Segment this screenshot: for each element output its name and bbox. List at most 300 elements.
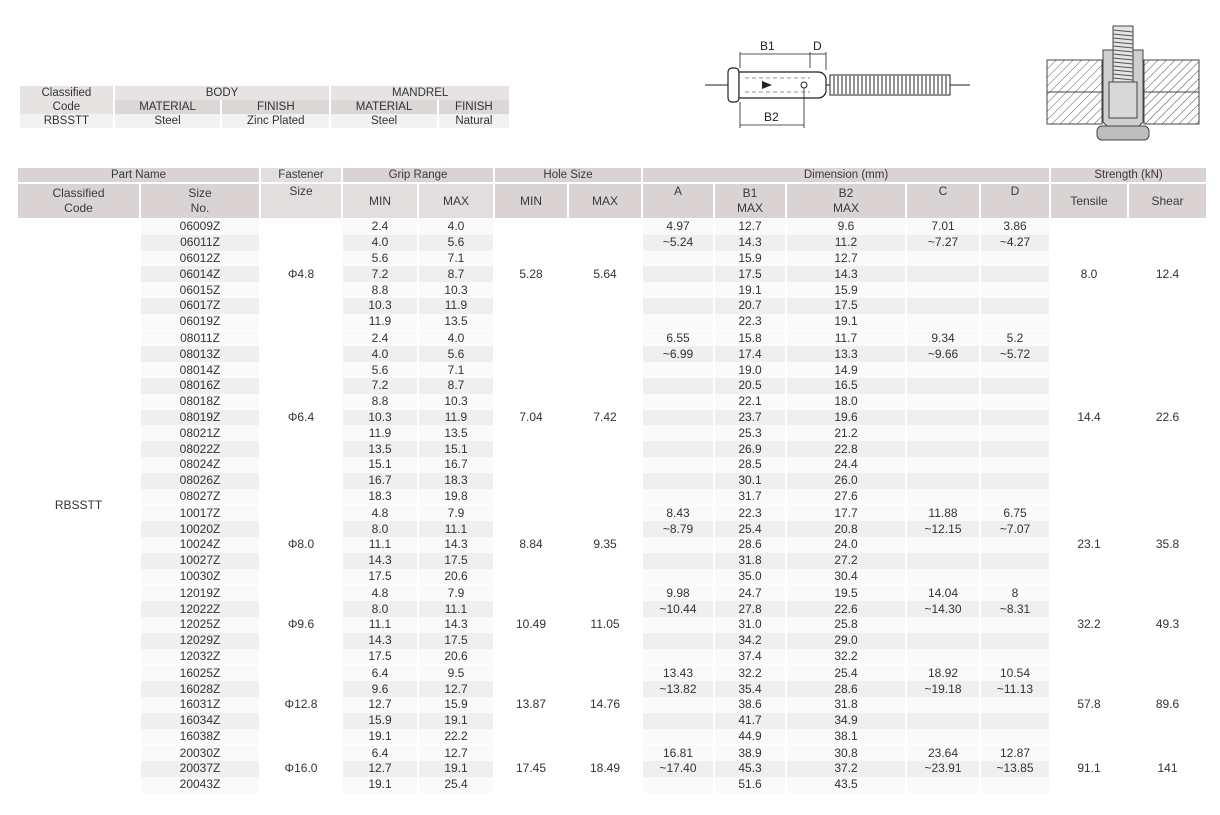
grip-min-cell: 11.9 bbox=[342, 425, 418, 441]
dim-a-cell bbox=[642, 729, 714, 745]
dim-a-cell bbox=[642, 649, 714, 665]
grip-max-cell: 4.0 bbox=[418, 219, 494, 235]
dim-d-cell bbox=[980, 251, 1050, 267]
dim-b2-cell: 19.1 bbox=[786, 314, 906, 330]
dim-a-cell bbox=[642, 489, 714, 505]
hole-min-header: MIN bbox=[494, 183, 568, 219]
size-no-cell: 20037Z bbox=[140, 761, 260, 777]
dim-c-cell: ~7.27 bbox=[906, 235, 980, 251]
grip-max-cell: 14.3 bbox=[418, 617, 494, 633]
dim-d-cell bbox=[980, 713, 1050, 729]
dim-c-cell bbox=[906, 473, 980, 489]
classified-code-cell: RBSSTT bbox=[18, 219, 140, 793]
dim-a-cell: 8.43 bbox=[642, 505, 714, 521]
tensile-header: Tensile bbox=[1050, 183, 1128, 219]
code-header-text: Code bbox=[64, 201, 93, 215]
size-no-cell: 06009Z bbox=[140, 219, 260, 235]
dim-b1-cell: 31.8 bbox=[714, 553, 786, 569]
grip-max-cell: 11.9 bbox=[418, 410, 494, 426]
dim-b2-cell: 22.8 bbox=[786, 441, 906, 457]
fastener-size-header: Size bbox=[260, 183, 342, 219]
dim-d-cell bbox=[980, 457, 1050, 473]
dim-b2-cell: 29.0 bbox=[786, 633, 906, 649]
grip-max-cell: 7.1 bbox=[418, 251, 494, 267]
grip-min-cell: 15.9 bbox=[342, 713, 418, 729]
dim-c-cell: 23.64 bbox=[906, 745, 980, 761]
dim-c-cell bbox=[906, 729, 980, 745]
grip-min-cell: 8.8 bbox=[342, 394, 418, 410]
dim-b1-cell: 20.5 bbox=[714, 378, 786, 394]
grip-max-cell: 11.9 bbox=[418, 298, 494, 314]
dim-c-cell bbox=[906, 777, 980, 793]
dim-b1-cell: 14.3 bbox=[714, 235, 786, 251]
classified-code-header bbox=[18, 183, 140, 219]
dim-c-cell bbox=[906, 266, 980, 282]
table-row bbox=[18, 745, 1206, 761]
dim-a-cell: ~10.44 bbox=[642, 601, 714, 617]
dim-a-cell: 4.97 bbox=[642, 219, 714, 235]
dim-b1-cell: 22.1 bbox=[714, 394, 786, 410]
dim-a-cell bbox=[642, 713, 714, 729]
hole-min-cell: 7.04 bbox=[494, 330, 568, 505]
dim-b2-header bbox=[786, 183, 906, 219]
grip-min-cell: 4.0 bbox=[342, 346, 418, 362]
dim-b2-cell: 12.7 bbox=[786, 251, 906, 267]
installed-rivet-section-diagram bbox=[1043, 22, 1203, 152]
dim-b1-cell: 19.0 bbox=[714, 362, 786, 378]
grip-max-cell: 8.7 bbox=[418, 378, 494, 394]
table-row bbox=[18, 665, 1206, 681]
dim-c-cell: ~14.30 bbox=[906, 601, 980, 617]
dim-c-cell bbox=[906, 697, 980, 713]
grip-min-cell: 11.1 bbox=[342, 537, 418, 553]
size-no-cell: 20043Z bbox=[140, 777, 260, 793]
dim-b2-cell: 14.9 bbox=[786, 362, 906, 378]
dim-a-cell bbox=[642, 633, 714, 649]
shear-cell: 35.8 bbox=[1128, 505, 1206, 585]
grip-min-cell: 2.4 bbox=[342, 330, 418, 346]
grip-min-cell: 7.2 bbox=[342, 378, 418, 394]
code-label: Code bbox=[20, 100, 113, 114]
dim-b1-cell: 15.9 bbox=[714, 251, 786, 267]
b1-label: B1 bbox=[760, 39, 775, 53]
dim-d-cell bbox=[980, 489, 1050, 505]
grip-max-cell: 15.9 bbox=[418, 697, 494, 713]
grip-min-cell: 6.4 bbox=[342, 665, 418, 681]
dim-d-cell bbox=[980, 378, 1050, 394]
grip-max-cell: 17.5 bbox=[418, 633, 494, 649]
size-no-cell: 16034Z bbox=[140, 713, 260, 729]
size-no-cell: 08011Z bbox=[140, 330, 260, 346]
dim-b1-header bbox=[714, 183, 786, 219]
dim-a-cell: 16.81 bbox=[642, 745, 714, 761]
size-no-cell: 08021Z bbox=[140, 425, 260, 441]
dim-c-cell bbox=[906, 553, 980, 569]
grip-max-cell: 8.7 bbox=[418, 266, 494, 282]
dim-b2-cell: 19.5 bbox=[786, 585, 906, 601]
size-no-cell: 06014Z bbox=[140, 266, 260, 282]
dim-c-cell: 11.88 bbox=[906, 505, 980, 521]
dim-b2-cell: 25.4 bbox=[786, 665, 906, 681]
size-no-cell: 16038Z bbox=[140, 729, 260, 745]
dim-b1-cell: 45.3 bbox=[714, 761, 786, 777]
dim-a-cell bbox=[642, 394, 714, 410]
dim-b2-cell: 26.0 bbox=[786, 473, 906, 489]
grip-min-cell: 19.1 bbox=[342, 777, 418, 793]
dim-b2-cell: 30.8 bbox=[786, 745, 906, 761]
body-header: BODY bbox=[115, 86, 330, 100]
dim-d-cell bbox=[980, 425, 1050, 441]
grip-max-cell: 7.1 bbox=[418, 362, 494, 378]
dim-c-cell bbox=[906, 441, 980, 457]
dim-b1-cell: 38.6 bbox=[714, 697, 786, 713]
dim-b2-cell: 11.2 bbox=[786, 235, 906, 251]
b1-max-text: MAX bbox=[736, 201, 763, 215]
dim-b1-cell: 41.7 bbox=[714, 713, 786, 729]
strength-header: Strength (kN) bbox=[1050, 168, 1206, 183]
dim-b1-cell: 35.4 bbox=[714, 681, 786, 697]
dim-a-cell bbox=[642, 569, 714, 585]
dim-b1-cell: 31.0 bbox=[714, 617, 786, 633]
size-no-cell: 12029Z bbox=[140, 633, 260, 649]
dim-c-cell bbox=[906, 298, 980, 314]
dim-c-cell bbox=[906, 410, 980, 426]
size-no-cell: 08026Z bbox=[140, 473, 260, 489]
grip-max-cell: 20.6 bbox=[418, 569, 494, 585]
dim-d-cell: ~13.85 bbox=[980, 761, 1050, 777]
dim-d-cell bbox=[980, 266, 1050, 282]
b2-max-text: MAX bbox=[832, 201, 859, 215]
dim-b2-cell: 30.4 bbox=[786, 569, 906, 585]
dim-b1-cell: 32.2 bbox=[714, 665, 786, 681]
dim-b1-cell: 34.2 bbox=[714, 633, 786, 649]
size-no-cell: 06019Z bbox=[140, 314, 260, 330]
hole-min-cell: 5.28 bbox=[494, 219, 568, 331]
dim-b2-cell: 43.5 bbox=[786, 777, 906, 793]
dim-d-cell: 12.87 bbox=[980, 745, 1050, 761]
grip-min-cell: 18.3 bbox=[342, 489, 418, 505]
dim-d-cell bbox=[980, 777, 1050, 793]
grip-max-cell: 12.7 bbox=[418, 681, 494, 697]
fastener-size-cell: Φ6.4 bbox=[260, 330, 342, 505]
grip-max-cell: 25.4 bbox=[418, 777, 494, 793]
size-no-cell: 16025Z bbox=[140, 665, 260, 681]
dim-b1-cell: 37.4 bbox=[714, 649, 786, 665]
hole-max-header: MAX bbox=[568, 183, 642, 219]
dim-b2-cell: 27.2 bbox=[786, 553, 906, 569]
size-no-cell: 16028Z bbox=[140, 681, 260, 697]
grip-min-header: MIN bbox=[342, 183, 418, 219]
dim-a-cell bbox=[642, 617, 714, 633]
dim-d-cell: 10.54 bbox=[980, 665, 1050, 681]
dim-d-cell bbox=[980, 362, 1050, 378]
dim-d-cell bbox=[980, 553, 1050, 569]
b2-header-text: B2 bbox=[838, 186, 854, 200]
dim-d-cell bbox=[980, 729, 1050, 745]
grip-min-cell: 5.6 bbox=[342, 251, 418, 267]
fastener-size-cell: Φ12.8 bbox=[260, 665, 342, 745]
dim-b2-cell: 34.9 bbox=[786, 713, 906, 729]
dim-d-cell bbox=[980, 569, 1050, 585]
dim-a-cell: ~17.40 bbox=[642, 761, 714, 777]
dim-d-cell: 6.75 bbox=[980, 505, 1050, 521]
body-finish-header: FINISH bbox=[222, 100, 329, 114]
dim-a-cell bbox=[642, 251, 714, 267]
dim-a-cell bbox=[642, 777, 714, 793]
size-no-cell: 20030Z bbox=[140, 745, 260, 761]
dim-b2-cell: 15.9 bbox=[786, 282, 906, 298]
hole-max-cell: 5.64 bbox=[568, 219, 642, 331]
dim-b2-cell: 31.8 bbox=[786, 697, 906, 713]
dim-d-cell: ~5.72 bbox=[980, 346, 1050, 362]
fastener-size-cell: Φ16.0 bbox=[260, 745, 342, 793]
no-header-text: No. bbox=[190, 201, 210, 215]
dim-a-cell bbox=[642, 362, 714, 378]
dim-c-cell bbox=[906, 489, 980, 505]
dim-c-header: C bbox=[906, 183, 980, 219]
grip-max-cell: 17.5 bbox=[418, 553, 494, 569]
size-no-cell: 08018Z bbox=[140, 394, 260, 410]
dim-d-cell bbox=[980, 394, 1050, 410]
dim-b1-cell: 28.5 bbox=[714, 457, 786, 473]
grip-min-cell: 14.3 bbox=[342, 633, 418, 649]
grip-min-cell: 9.6 bbox=[342, 681, 418, 697]
dim-b1-cell: 38.9 bbox=[714, 745, 786, 761]
dim-d-cell bbox=[980, 617, 1050, 633]
dim-c-cell bbox=[906, 633, 980, 649]
grip-max-cell: 13.5 bbox=[418, 425, 494, 441]
grip-max-cell: 7.9 bbox=[418, 505, 494, 521]
dim-d-cell bbox=[980, 537, 1050, 553]
dim-b1-cell: 22.3 bbox=[714, 314, 786, 330]
dim-d-cell: ~7.07 bbox=[980, 521, 1050, 537]
grip-min-cell: 17.5 bbox=[342, 569, 418, 585]
dim-a-cell bbox=[642, 473, 714, 489]
size-no-cell: 12022Z bbox=[140, 601, 260, 617]
dim-a-header: A bbox=[642, 183, 714, 219]
grip-min-cell: 19.1 bbox=[342, 729, 418, 745]
grip-min-cell: 11.9 bbox=[342, 314, 418, 330]
grip-max-cell: 13.5 bbox=[418, 314, 494, 330]
grip-max-cell: 16.7 bbox=[418, 457, 494, 473]
dim-c-cell bbox=[906, 282, 980, 298]
dim-a-cell bbox=[642, 441, 714, 457]
dim-d-cell: ~8.31 bbox=[980, 601, 1050, 617]
grip-min-cell: 2.4 bbox=[342, 219, 418, 235]
dim-d-cell: 8 bbox=[980, 585, 1050, 601]
mandrel-finish-header: FINISH bbox=[439, 100, 509, 114]
dim-b1-cell: 22.3 bbox=[714, 505, 786, 521]
dim-c-cell bbox=[906, 457, 980, 473]
hole-min-cell: 13.87 bbox=[494, 665, 568, 745]
dim-c-cell bbox=[906, 713, 980, 729]
grip-max-cell: 5.6 bbox=[418, 346, 494, 362]
dim-a-cell bbox=[642, 457, 714, 473]
dim-c-cell bbox=[906, 362, 980, 378]
dim-c-cell: ~12.15 bbox=[906, 521, 980, 537]
shear-cell: 22.6 bbox=[1128, 330, 1206, 505]
dim-b2-cell: 11.7 bbox=[786, 330, 906, 346]
dim-b2-cell: 21.2 bbox=[786, 425, 906, 441]
dim-a-cell: 9.98 bbox=[642, 585, 714, 601]
grip-max-cell: 14.3 bbox=[418, 537, 494, 553]
dim-d-header: D bbox=[980, 183, 1050, 219]
size-no-header bbox=[140, 183, 260, 219]
dim-b1-cell: 17.5 bbox=[714, 266, 786, 282]
classified-label: Classified bbox=[20, 86, 113, 100]
size-no-cell: 10027Z bbox=[140, 553, 260, 569]
grip-max-header: MAX bbox=[418, 183, 494, 219]
size-no-cell: 06011Z bbox=[140, 235, 260, 251]
grip-max-cell: 11.1 bbox=[418, 601, 494, 617]
fastener-size-cell: Φ4.8 bbox=[260, 219, 342, 331]
dim-b2-cell: 16.5 bbox=[786, 378, 906, 394]
dim-b2-cell: 13.3 bbox=[786, 346, 906, 362]
size-no-cell: 06012Z bbox=[140, 251, 260, 267]
fastener-size-cell: Φ9.6 bbox=[260, 585, 342, 665]
dim-c-cell bbox=[906, 378, 980, 394]
dim-c-cell: 18.92 bbox=[906, 665, 980, 681]
dim-b1-cell: 35.0 bbox=[714, 569, 786, 585]
grip-range-header: Grip Range bbox=[342, 168, 494, 183]
classification-table bbox=[18, 86, 511, 128]
tensile-cell: 57.8 bbox=[1050, 665, 1128, 745]
grip-min-cell: 4.0 bbox=[342, 235, 418, 251]
grip-max-cell: 5.6 bbox=[418, 235, 494, 251]
dim-b2-cell: 38.1 bbox=[786, 729, 906, 745]
dim-c-cell: 9.34 bbox=[906, 330, 980, 346]
hole-max-cell: 9.35 bbox=[568, 505, 642, 585]
grip-min-cell: 4.8 bbox=[342, 585, 418, 601]
dim-a-cell bbox=[642, 298, 714, 314]
hole-min-cell: 8.84 bbox=[494, 505, 568, 585]
dim-b1-cell: 31.7 bbox=[714, 489, 786, 505]
hole-min-cell: 17.45 bbox=[494, 745, 568, 793]
dim-c-cell bbox=[906, 617, 980, 633]
shear-cell: 49.3 bbox=[1128, 585, 1206, 665]
dim-b1-cell: 44.9 bbox=[714, 729, 786, 745]
dim-b1-cell: 51.6 bbox=[714, 777, 786, 793]
body-material-header: MATERIAL bbox=[115, 100, 220, 114]
grip-min-cell: 10.3 bbox=[342, 410, 418, 426]
dim-a-cell bbox=[642, 425, 714, 441]
dim-b2-cell: 28.6 bbox=[786, 681, 906, 697]
dim-b2-cell: 37.2 bbox=[786, 761, 906, 777]
grip-min-cell: 15.1 bbox=[342, 457, 418, 473]
dim-a-cell: ~13.82 bbox=[642, 681, 714, 697]
table-row bbox=[18, 330, 1206, 346]
part-name-header: Part Name bbox=[18, 168, 260, 183]
dim-b1-cell: 26.9 bbox=[714, 441, 786, 457]
rivet-dimension-diagram bbox=[700, 36, 970, 131]
hole-size-header: Hole Size bbox=[494, 168, 642, 183]
dim-a-cell bbox=[642, 266, 714, 282]
size-no-cell: 10030Z bbox=[140, 569, 260, 585]
dim-b1-cell: 24.7 bbox=[714, 585, 786, 601]
b1-header-text: B1 bbox=[742, 186, 758, 200]
dim-b2-cell: 27.6 bbox=[786, 489, 906, 505]
shear-cell: 12.4 bbox=[1128, 219, 1206, 331]
hole-max-cell: 11.05 bbox=[568, 585, 642, 665]
dim-b1-cell: 30.1 bbox=[714, 473, 786, 489]
mandrel-material-header: MATERIAL bbox=[331, 100, 436, 114]
size-no-cell: 10020Z bbox=[140, 521, 260, 537]
dim-a-cell bbox=[642, 553, 714, 569]
shear-header: Shear bbox=[1128, 183, 1206, 219]
table-row bbox=[18, 219, 1206, 235]
shear-cell: 89.6 bbox=[1128, 665, 1206, 745]
dim-c-cell: ~19.18 bbox=[906, 681, 980, 697]
dim-a-cell: ~5.24 bbox=[642, 235, 714, 251]
tensile-cell: 14.4 bbox=[1050, 330, 1128, 505]
dim-c-cell bbox=[906, 251, 980, 267]
dim-d-cell: ~11.13 bbox=[980, 681, 1050, 697]
size-no-cell: 08013Z bbox=[140, 346, 260, 362]
dim-b1-cell: 28.6 bbox=[714, 537, 786, 553]
size-no-cell: 12019Z bbox=[140, 585, 260, 601]
dim-d-cell bbox=[980, 282, 1050, 298]
dim-b1-cell: 17.4 bbox=[714, 346, 786, 362]
dim-c-cell: 7.01 bbox=[906, 219, 980, 235]
dim-b2-cell: 19.6 bbox=[786, 410, 906, 426]
grip-min-cell: 11.1 bbox=[342, 617, 418, 633]
grip-max-cell: 22.2 bbox=[418, 729, 494, 745]
dim-d-cell bbox=[980, 649, 1050, 665]
dim-a-cell bbox=[642, 410, 714, 426]
grip-max-cell: 10.3 bbox=[418, 394, 494, 410]
dim-a-cell bbox=[642, 697, 714, 713]
size-no-cell: 12025Z bbox=[140, 617, 260, 633]
grip-min-cell: 6.4 bbox=[342, 745, 418, 761]
size-no-cell: 08024Z bbox=[140, 457, 260, 473]
dim-b1-cell: 25.3 bbox=[714, 425, 786, 441]
classified-code-value: RBSSTT bbox=[20, 114, 113, 128]
size-no-cell: 06017Z bbox=[140, 298, 260, 314]
table-row bbox=[18, 585, 1206, 601]
dim-b2-cell: 17.7 bbox=[786, 505, 906, 521]
grip-min-cell: 8.0 bbox=[342, 521, 418, 537]
dim-a-cell: 6.55 bbox=[642, 330, 714, 346]
tensile-cell: 32.2 bbox=[1050, 585, 1128, 665]
dim-b2-cell: 25.8 bbox=[786, 617, 906, 633]
dim-c-cell: ~9.66 bbox=[906, 346, 980, 362]
dim-a-cell bbox=[642, 537, 714, 553]
hole-max-cell: 18.49 bbox=[568, 745, 642, 793]
dim-d-cell: ~4.27 bbox=[980, 235, 1050, 251]
size-no-cell: 10017Z bbox=[140, 505, 260, 521]
size-no-cell: 06015Z bbox=[140, 282, 260, 298]
rivet-spec-table bbox=[18, 168, 1206, 793]
dim-b2-cell: 20.8 bbox=[786, 521, 906, 537]
size-no-cell: 10024Z bbox=[140, 537, 260, 553]
dim-b2-cell: 18.0 bbox=[786, 394, 906, 410]
dim-c-cell bbox=[906, 314, 980, 330]
dim-a-cell bbox=[642, 282, 714, 298]
grip-min-cell: 10.3 bbox=[342, 298, 418, 314]
grip-max-cell: 15.1 bbox=[418, 441, 494, 457]
grip-min-cell: 8.8 bbox=[342, 282, 418, 298]
grip-max-cell: 10.3 bbox=[418, 282, 494, 298]
dim-c-cell bbox=[906, 537, 980, 553]
dim-d-cell bbox=[980, 298, 1050, 314]
dim-b1-cell: 20.7 bbox=[714, 298, 786, 314]
table-body bbox=[18, 219, 1206, 793]
classified-header-text: Classified bbox=[52, 186, 105, 200]
grip-min-cell: 13.5 bbox=[342, 441, 418, 457]
dim-c-cell: ~23.91 bbox=[906, 761, 980, 777]
dim-b1-cell: 27.8 bbox=[714, 601, 786, 617]
mandrel-header: MANDREL bbox=[331, 86, 509, 100]
